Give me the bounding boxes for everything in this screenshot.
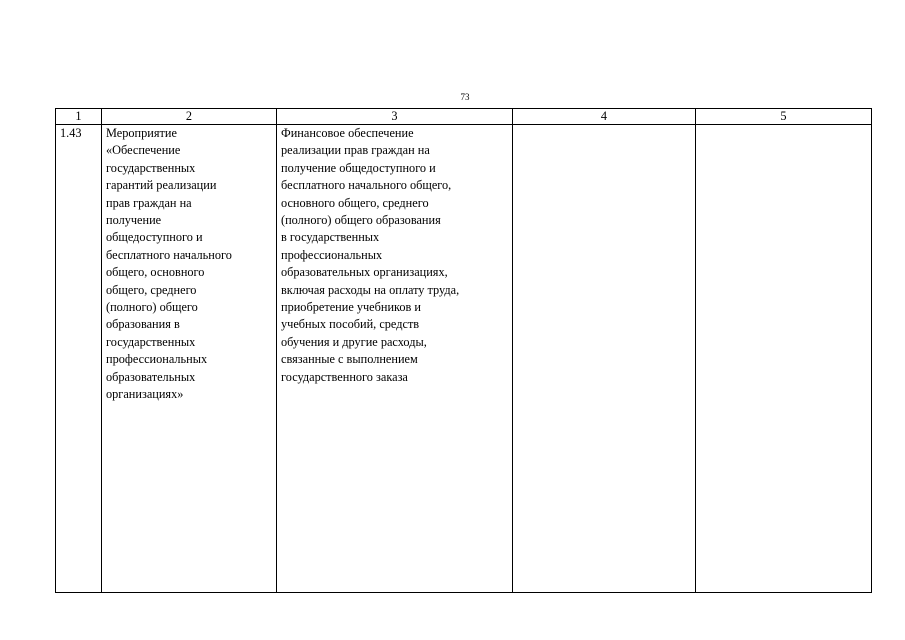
text-line: общего, основного	[106, 265, 205, 280]
text-line: связанные с выполнением	[281, 352, 418, 367]
text-line: профессиональных	[281, 247, 383, 262]
text-line: включая расходы на оплату труда,	[281, 282, 460, 297]
text-line: получение общедоступного и	[281, 160, 436, 175]
text-line: (полного) общего образования	[281, 213, 441, 228]
text-line: образовательных	[106, 369, 196, 384]
table-header-row	[56, 109, 872, 125]
text-line: бесплатного начального	[106, 247, 232, 262]
text-line: образования в	[106, 317, 180, 332]
text-line: «Обеспечение	[106, 143, 181, 158]
text-line: учебных пособий, средств	[281, 317, 420, 332]
text-line: государственного заказа	[281, 369, 408, 384]
text-line: общедоступного и	[106, 230, 203, 245]
empty-cell-5	[696, 125, 872, 593]
text-line: Финансовое обеспечение	[281, 126, 414, 140]
text-line: получение	[106, 213, 162, 228]
text-line: реализации прав граждан на	[281, 143, 430, 158]
page-number: 73	[460, 92, 470, 102]
header-cell-5: 5	[696, 109, 872, 125]
text-line: образовательных организациях,	[281, 265, 448, 280]
empty-cell-4	[513, 125, 696, 593]
text-line: в государственных	[281, 230, 380, 245]
description-cell	[277, 125, 513, 593]
row-number-cell: 1.43	[56, 125, 102, 593]
header-cell-2: 2	[102, 109, 277, 125]
text-line: организациях»	[106, 387, 184, 402]
text-line: основного общего, среднего	[281, 195, 429, 210]
text-line: государственных	[106, 160, 196, 175]
table-row	[56, 125, 872, 593]
header-cell-3: 3	[277, 109, 513, 125]
activity-name-cell	[102, 125, 277, 593]
text-line: (полного) общего	[106, 300, 198, 315]
text-line: общего, среднего	[106, 282, 197, 297]
text-line: Мероприятие	[106, 126, 177, 140]
text-line: обучения и другие расходы,	[281, 334, 427, 349]
document-table	[55, 108, 872, 593]
text-line: профессиональных	[106, 352, 208, 367]
text-line: государственных	[106, 334, 196, 349]
text-line: приобретение учебников и	[281, 300, 422, 315]
text-line: прав граждан на	[106, 195, 192, 210]
text-line: бесплатного начального общего,	[281, 178, 452, 193]
text-line: гарантий реализации	[106, 178, 217, 193]
header-cell-1: 1	[56, 109, 102, 125]
header-cell-4: 4	[513, 109, 696, 125]
